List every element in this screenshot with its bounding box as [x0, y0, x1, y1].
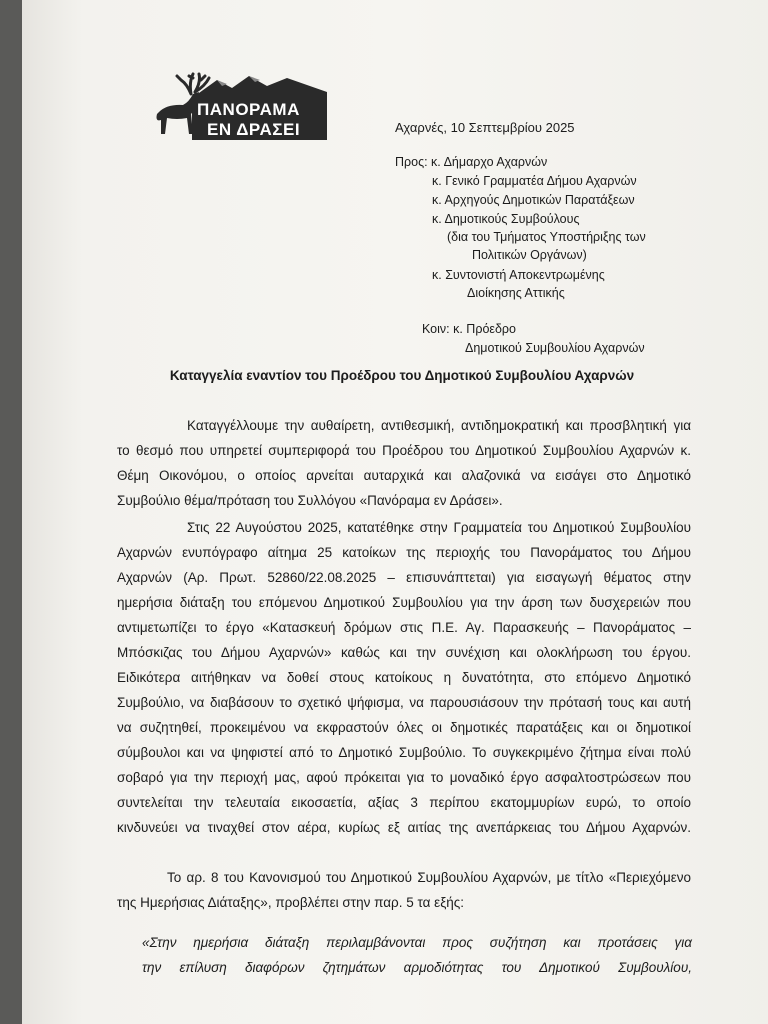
text-line: Συμβούλιο θέμα/πρόταση του Συλλόγου «Πανόραμα εν Δράσει». [117, 493, 503, 508]
recipient-line: κ. Γενικό Γραμματέα Δήμου Αχαρνών [432, 174, 637, 188]
text-line: σοβαρό για την περιοχή μας, αφού πρόκειται για το μοναδικό έργο ασφαλτοστρώσεων που [117, 770, 691, 785]
recipient-line: κ. Συντονιστή Αποκεντρωμένης [432, 268, 605, 282]
text-line: Θέμη Οικονόμου, ο οποίος αρνείται αυταρχικά και αλαζονικά να εισάγει στο Δημοτικό [117, 468, 691, 483]
recipient-line: κ. Αρχηγούς Δημοτικών Παρατάξεων [432, 193, 635, 207]
text-line: να συζητηθεί, προκειμένου να εκφραστούν όλες οι δημοτικές παρατάξεις και οι δημοτικοί [117, 720, 691, 735]
text-line: Αχαρνών (Αρ. Πρωτ. 52860/22.08.2025 – επισυνάπτεται) για εισαγωγή θέματος στην [117, 570, 691, 585]
text-line: σύμβουλοι και να ψηφιστεί από το Δημοτικό Συμβούλιο. Το συγκεκριμένο ζήτημα είναι πολύ [117, 745, 691, 760]
logo-line-2: ΕΝ ΔΡΑΣΕΙ [207, 120, 301, 139]
text-line: Το αρ. 8 του Κανονισμού του Δημοτικού Συμβουλίου Αχαρνών, με τίτλο «Περιεχόμενο [167, 870, 691, 885]
text-line: το θεσμό που υπηρετεί συμπεριφορά του Προέδρου του Δημοτικού Συμβουλίου Αχαρνών κ. [117, 443, 691, 458]
text-line: Αχαρνών ενυπόγραφο αίτημα 25 κατοίκων της περιοχής του Πανοράματος του Δήμου [117, 545, 691, 560]
document-title: Καταγγελία εναντίον του Προέδρου του Δημοτικού Συμβουλίου Αχαρνών [169, 368, 635, 383]
recipient-line: (δια του Τμήματος Υποστήριξης των [447, 230, 646, 244]
text-line: κινδυνεύει να τιναχθεί στον αέρα, κυρίως εξ αιτίας της ανεπάρκειας του Δήμου Αχαρνών. [117, 820, 691, 835]
paragraph-2 [117, 515, 691, 840]
text-line: Ειδικότερα αιτήθηκαν να δοθεί στους κατοίκους η δυνατότητα, στο επόμενο Δημοτικό [117, 670, 691, 685]
text-line: ημερήσια διάταξη του επόμενου Δημοτικού Συμβουλίου για την άρση των δυσχερειών που [117, 595, 691, 610]
text-line: «Στην ημερήσια διάταξη περιλαμβάνονται προς συζήτηση και προτάσεις για [142, 935, 692, 950]
document-page [22, 0, 768, 1024]
text-line: αντιμετωπίζει το έργο «Κατασκευή δρόμων στις Π.Ε. Αγ. Παρασκευής – Πανοράματος – [117, 620, 691, 635]
text-line: Καταγγέλλουμε την αυθαίρετη, αντιθεσμική, αντιδημοκρατική και προσβλητική για [187, 418, 691, 433]
text-line: της Ημερήσιας Διάταξης», προβλέπει στην παρ. 5 τα εξής: [117, 895, 464, 910]
text-line: συντελείται την τελευταία εικοσαετία, αξίας 3 περίπου εκατομμυρίων ευρώ, το οποίο [117, 795, 691, 810]
recipient-line: Πολιτικών Οργάνων) [472, 248, 587, 262]
paragraph-1 [117, 413, 691, 513]
organization-logo [137, 72, 327, 140]
text-line: την επίλυση διαφόρων ζητημάτων αρμοδιότητας του Δημοτικού Συμβουλίου, [142, 960, 692, 975]
text-line: Συμβούλιο, να διαβάσουν το σχετικό ψήφισμα, να παρουσιάσουν την πρότασή τους και αυτή [117, 695, 691, 710]
quoted-regulation [142, 930, 692, 980]
paragraph-3 [117, 865, 691, 915]
cc-line: Κοιν: κ. Πρόεδρο [422, 322, 516, 336]
recipient-line: κ. Δημοτικούς Συμβούλους [432, 212, 580, 226]
text-line: Στις 22 Αυγούστου 2025, κατατέθηκε στην Γραμματεία του Δημοτικού Συμβουλίου [187, 520, 691, 535]
cc-line: Δημοτικού Συμβουλίου Αχαρνών [465, 341, 645, 355]
logo-line-1: ΠΑΝΟΡΑΜΑ [197, 100, 300, 119]
recipient-line: Προς: κ. Δήμαρχο Αχαρνών [395, 155, 548, 169]
letter-date: Αχαρνές, 10 Σεπτεμβρίου 2025 [395, 120, 575, 135]
recipient-line: Διοίκησης Αττικής [467, 286, 565, 300]
text-line: Μπόσκιζας του Δήμου Αχαρνών» καθώς και την συνέχιση και ολοκλήρωση του έργου. [117, 645, 691, 660]
